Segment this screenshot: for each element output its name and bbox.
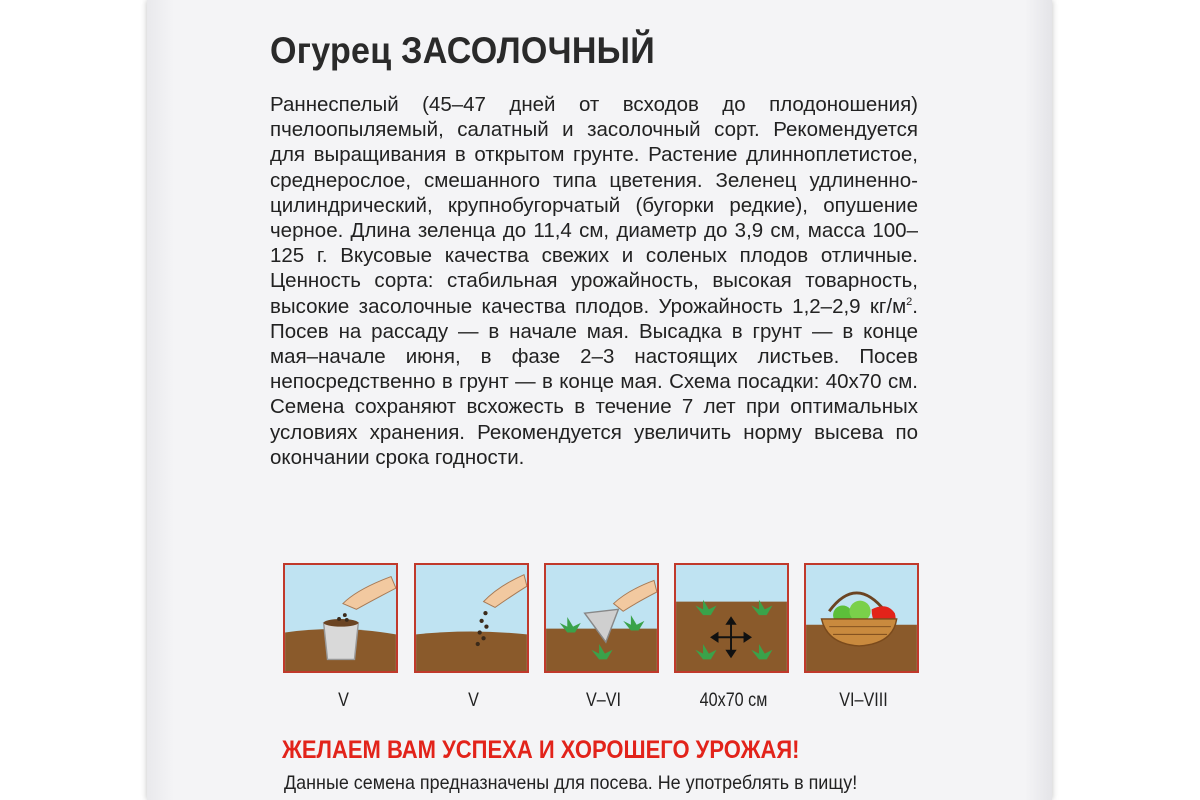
step-label-5: VI–VIII [839, 690, 888, 711]
step-label-2: V [468, 690, 479, 711]
slogan: ЖЕЛАЕМ ВАМ УСПЕХА И ХОРОШЕГО УРОЖАЯ! [282, 736, 800, 764]
product-title: Огурец ЗАСОЛОЧНЫЙ [270, 30, 656, 71]
planting-scheme-icon [674, 563, 789, 673]
description-text-part-1: Раннеспелый (45–47 дней от всходов до плодоношения) пчелоопыляемый, салатный и засолочный сорт. Рекомендуется для выращивания в открытом грунте. Растение длинноплетистое, среднерослое, смешанного типа цветения. Зеленец удлиненно-цилиндрический, крупнобугорчатый (бугорки редкие), опушение черное. Длина зеленца до 11,4 см, диаметр до 3,9 см, масса 100–125 г. Вкусовые качества свежих и соленых плодов отличные. Ценность сорта: стабильная урожайность, высокая товарность, высокие засолочные качества плодов. Урожайность 1,2–2,9 кг/м [270, 93, 918, 318]
harvest-basket-icon [804, 563, 919, 673]
sowing-in-pot-icon [283, 563, 398, 673]
description-text-part-2: . Посев на рассаду — в начале мая. Высадка в грунт — в конце мая–начале июня, в фазе 2–3 настоящих листьев. Посев непосредственно в грунт — в конце мая. Схема посадки: 40х70 см. Семена сохраняют всхожесть в течение 7 лет при оптимальных условиях хранения. Рекомендуется увеличить норму высева по окончании срока годности. [270, 294, 918, 469]
step-label-4: 40х70 см [699, 690, 768, 711]
transplanting-seedlings-icon [544, 563, 659, 673]
step-label-3: V–VI [585, 690, 622, 711]
warning-text: Данные семена предназначены для посева. Не употреблять в пищу! [284, 772, 858, 794]
product-description [270, 92, 918, 470]
superscript-2: 2 [906, 295, 913, 308]
step-label-1: V [338, 690, 349, 711]
sowing-in-ground-icon [414, 563, 529, 673]
